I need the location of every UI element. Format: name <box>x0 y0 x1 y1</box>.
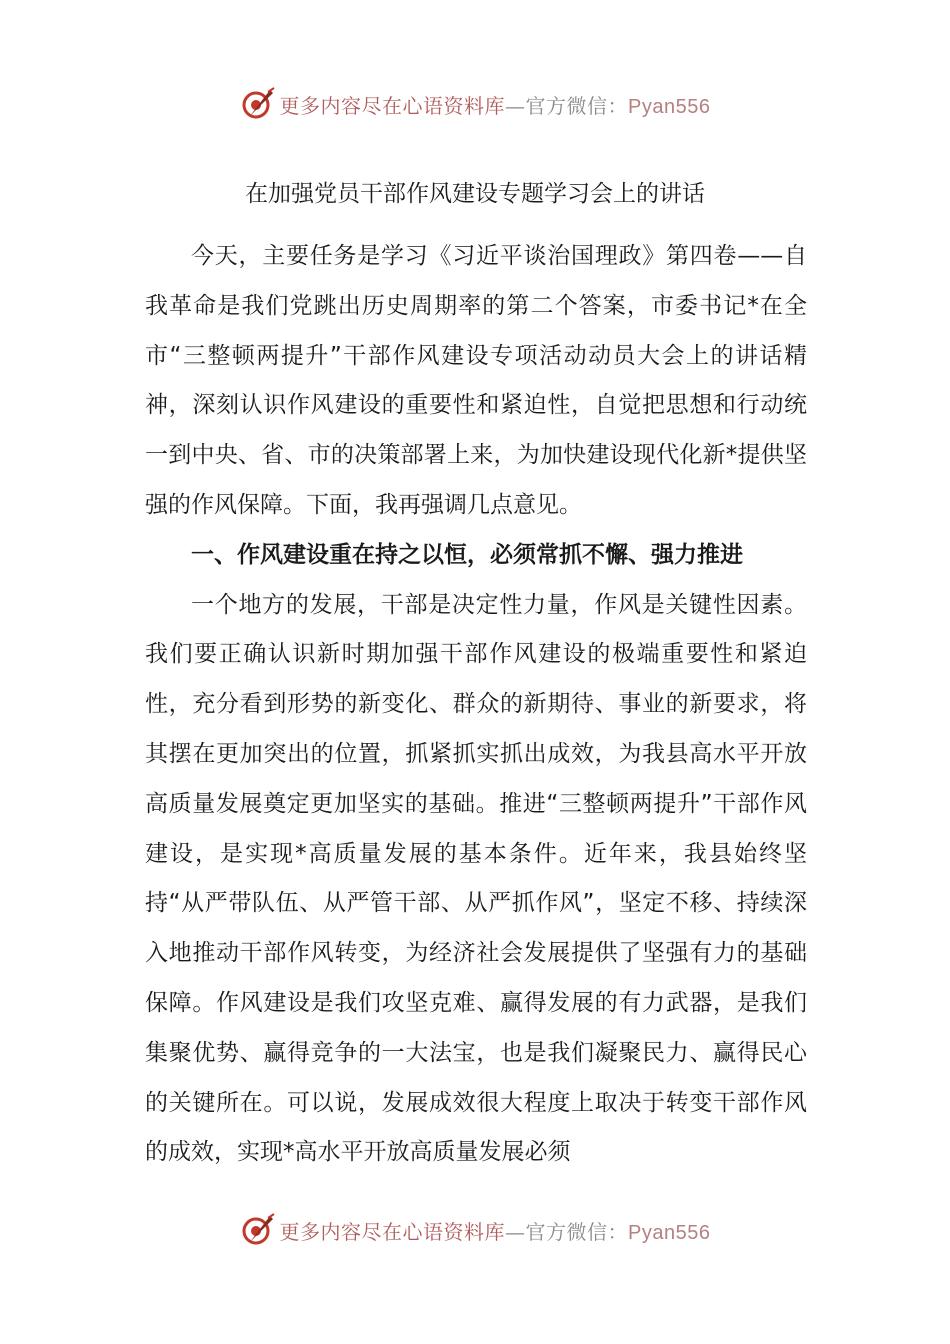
quill-logo-icon <box>240 86 276 122</box>
watermark-text <box>280 90 711 119</box>
watermark-text <box>280 1216 711 1245</box>
section-heading-1: 一、作风建设重在持之以恒，必须常抓不懈、强力推进 <box>191 541 743 568</box>
quill-logo-icon <box>240 1212 276 1248</box>
watermark-wechat-id: Pyan556 <box>628 95 711 118</box>
watermark-site-text: 更多内容尽在心语资料库 <box>279 1219 506 1244</box>
header-watermark-banner <box>0 82 950 126</box>
watermark-dash: — <box>505 1219 526 1244</box>
watermark-wechat-id: Pyan556 <box>628 1221 711 1244</box>
intro-paragraph: 今天，主要任务是学习《习近平谈治国理政》第四卷——自我革命是我们党跳出历史周期率的第二个答案，市委书记*在全市“三整顿两提升”干部作风建设专项活动动员大会上的讲话精神，深刻认识作风建设的重要性和紧迫性，自觉把思想和行动统一到中央、省、市的决策部署上来，为加快建设现代化新*提供坚强的作风保障。下面，我再强调几点意见。 <box>145 243 807 518</box>
footer-watermark-banner <box>0 1208 950 1252</box>
document-title: 在加强党员干部作风建设专题学习会上的讲话 <box>245 181 705 207</box>
watermark-site-text: 更多内容尽在心语资料库 <box>279 93 506 118</box>
watermark-contact-label: 官方微信： <box>525 93 629 118</box>
watermark-dash: — <box>505 93 526 118</box>
document-body <box>145 232 807 1178</box>
section-1-paragraph: 一个地方的发展，干部是决定性力量，作风是关键性因素。我们要正确认识新时期加强干部作风建设的极端重要性和紧迫性，充分看到形势的新变化、群众的新期待、事业的新要求，将其摆在更加突出的位置，抓紧抓实抓出成效，为我县高水平开放高质量发展奠定更加坚实的基础。推进“三整顿两提升”干部作风建设，是实现*高质量发展的基本条件。近年来，我县始终坚持“从严带队伍、从严管干部、从严抓作风”，坚定不移、持续深入地推动干部作风转变，为经济社会发展提供了坚强有力的基础保障。作风建设是我们攻坚克难、赢得发展的有力武器，是我们集聚优势、赢得竞争的一大法宝，也是我们凝聚民力、赢得民心的关键所在。可以说，发展成效很大程度上取决于转变干部作风的成效，实现*高水平开放高质量发展必须 <box>145 591 807 1166</box>
watermark-contact-label: 官方微信： <box>525 1219 629 1244</box>
